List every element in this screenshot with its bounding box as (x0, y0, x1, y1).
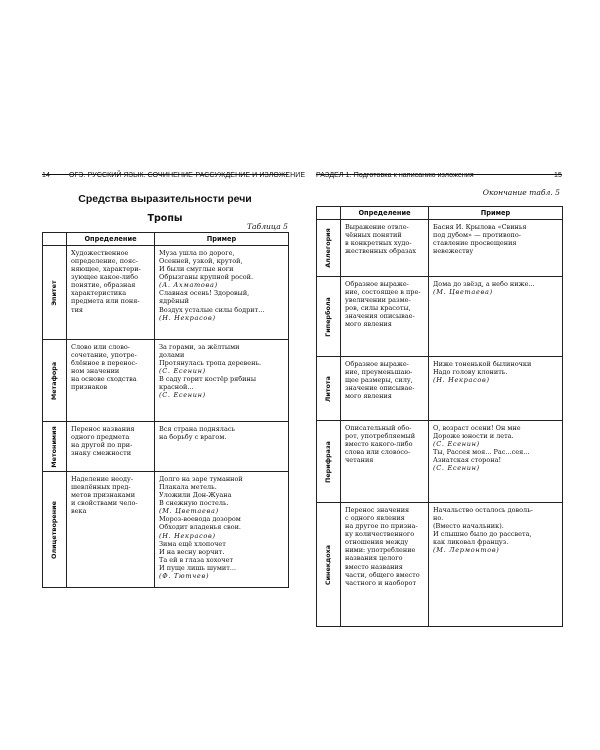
term-label: Метонимия (49, 425, 58, 468)
example-cell (429, 357, 563, 421)
example-line: И были смуглые ноги (159, 265, 234, 274)
example-line: Плакала метель. (159, 483, 217, 492)
table-row (317, 357, 563, 421)
example-cell (155, 340, 289, 422)
definition-line: предмета или поня- (71, 297, 140, 306)
definition-line: на другой по при- (71, 441, 133, 450)
definition-line: отношения между (345, 538, 409, 547)
example-line: Та ей в глаза хохочет (159, 555, 234, 564)
definition-line: значение описывае- (345, 384, 415, 393)
example-line: Обходит владенья свои. (159, 523, 241, 532)
definition-line: сочетание, употре- (71, 351, 137, 360)
example-author: (Н. Некрасов) (159, 531, 216, 540)
example-line: Вся страна поднялась (159, 425, 235, 434)
definition-line: вместо какого-либо (345, 440, 413, 449)
definition-line: знаку смежности (71, 449, 132, 458)
definition-cell (67, 472, 155, 588)
example-line: Азиатская сторона! (433, 456, 502, 465)
term-cell (317, 220, 341, 277)
example-author: (М. Цветаева) (159, 507, 219, 516)
definition-line: рот, употребляемый (345, 432, 416, 441)
example-cell (429, 220, 563, 277)
example-line: долами (159, 351, 185, 360)
example-author: (С. Есенин) (159, 391, 206, 400)
example-cell (429, 421, 563, 503)
term-label: Гипербола (323, 296, 332, 337)
definition-line: значения описывае- (345, 312, 415, 321)
example-line: Дороже юности и лета. (433, 432, 514, 441)
definition-line: и свойствами чело- (71, 499, 138, 508)
definition-line: ние, преуменьшаю- (345, 368, 413, 377)
definition-line: понятие, образная (71, 281, 136, 290)
definition-line: мого явления (345, 392, 392, 401)
tropes-table-part-2 (316, 206, 563, 627)
table-header-blank (43, 233, 67, 246)
right-running-head-title: РАЗДЕЛ 1. Подготовка к написанию изложения (316, 172, 474, 179)
example-line: под дубом» — противопо- (433, 231, 521, 240)
term-cell (43, 246, 67, 340)
example-author: (Ф. Тютчев) (159, 571, 210, 580)
right-page-number: 15 (554, 172, 562, 179)
table-row (317, 503, 563, 627)
definition-line: с одного явления (345, 514, 405, 523)
example-line: И пуще лишь шумит... (159, 563, 237, 572)
definition-line: ние, состоящее в пре- (345, 288, 421, 297)
example-cell (155, 422, 289, 472)
table-row (43, 246, 289, 340)
tropes-table-part-1 (42, 232, 289, 588)
example-line: За горами, за жёлтыми (159, 343, 240, 352)
example-line: Долго на заре туманной (159, 475, 243, 484)
definition-cell (341, 421, 429, 503)
right-running-head (316, 172, 562, 179)
example-line: Муза ушла по дороге, (159, 249, 235, 258)
table-header-blank (317, 207, 341, 220)
definition-line: Выражение отвле- (345, 223, 409, 232)
definition-line: метов признаками (71, 491, 136, 500)
example-line: Осенней, узкой, крутой, (159, 257, 243, 266)
term-cell (317, 503, 341, 627)
term-cell (317, 357, 341, 421)
term-label: Аллегория (323, 228, 332, 268)
definition-cell (67, 422, 155, 472)
example-line: Славная осень! Здоровый, (159, 289, 250, 298)
definition-line: четания (345, 456, 374, 465)
term-label: Эпитет (49, 280, 58, 306)
definition-line: жественных образах (345, 247, 417, 256)
definition-line: в конкретных худо- (345, 239, 412, 248)
term-label: Метафора (49, 361, 58, 400)
example-line: ядрёный (159, 297, 189, 306)
table-header-definition: Определение (341, 207, 429, 220)
example-line: Надо голову клонить. (433, 368, 508, 377)
example-line: Начальство осталось доволь- (433, 506, 533, 515)
table-row (317, 421, 563, 503)
left-table-caption: Таблица 5 (246, 222, 288, 231)
definition-line: Образное выраже- (345, 360, 409, 369)
definition-line: вместо названия (345, 562, 403, 571)
table-subheading: Тропы (147, 213, 183, 224)
example-line: Ниже тоненькой былиночки (433, 360, 532, 369)
table-row (317, 277, 563, 357)
definition-line: характеристика (71, 289, 127, 298)
definition-line: Слово или слово- (71, 343, 130, 352)
definition-line: Перенос значения (345, 506, 410, 515)
example-line: как ликовал француз. (433, 538, 509, 547)
example-line: В снежную постель. (159, 499, 229, 508)
definition-line: ном значении (71, 367, 120, 376)
example-cell (429, 503, 563, 627)
definition-line: мого явления (345, 320, 392, 329)
example-line: на борьбу с врагом. (159, 433, 227, 442)
definition-line: века (71, 507, 87, 516)
example-cell (429, 277, 563, 357)
example-line: но. (433, 514, 444, 523)
example-cell (155, 472, 289, 588)
example-line: Воздух усталые силы бодрит... (159, 305, 265, 314)
term-label: Литота (323, 375, 332, 402)
example-line: Уложили Дон-Жуана (159, 491, 232, 500)
definition-line: щее размеры, силу, (345, 376, 413, 385)
example-line: Протянулась тропа деревень. (159, 359, 262, 368)
term-cell (43, 472, 67, 588)
example-line: И на весну ворчит. (159, 547, 225, 556)
example-author: (М. Лермонтов) (433, 546, 500, 555)
example-line: красной... (159, 383, 194, 392)
definition-line: блённое в перенос- (71, 359, 138, 368)
definition-line: на основе сходства (71, 375, 137, 384)
definition-line: Описательный обо- (345, 424, 412, 433)
definition-line: определение, пояс- (71, 257, 138, 266)
definition-line: признаков (71, 383, 108, 392)
example-line: В саду горит костёр рябины (159, 375, 257, 384)
definition-cell (67, 340, 155, 422)
definition-line: Перенос названия (71, 425, 135, 434)
example-author: (М. Цветаева) (433, 288, 493, 297)
term-cell (43, 422, 67, 472)
example-line: Зима ещё хлопочет (159, 539, 226, 548)
example-line: ставление просвещения (433, 239, 517, 248)
example-author: (С. Есенин) (433, 464, 480, 473)
right-table-caption: Окончание табл. 5 (482, 188, 560, 197)
definition-line: слова или словосо- (345, 448, 411, 457)
example-line: Ты, Рассея моя... Рас...сея... (433, 448, 530, 457)
example-line: (Вместо начальник). (433, 522, 504, 531)
definition-cell (341, 220, 429, 277)
definition-line: шевлённых пред- (71, 483, 131, 492)
definition-cell (341, 503, 429, 627)
example-line: Мороз-воевода дозором (159, 515, 241, 524)
right-page (300, 0, 600, 750)
example-author: (С. Есенин) (433, 440, 480, 449)
definition-line: ров, силы красоты, (345, 304, 411, 313)
table-header-example: Пример (155, 233, 289, 246)
table-header-example: Пример (429, 207, 563, 220)
definition-line: на другое по призна- (345, 522, 418, 531)
example-line: Обрызганы крупной росой. (159, 273, 254, 282)
term-label: Олицетворение (49, 500, 58, 559)
definition-line: тия (71, 305, 84, 314)
example-author: (С. Есенин) (159, 367, 206, 376)
example-author: (А. Ахматова) (159, 281, 218, 290)
left-running-head (42, 172, 306, 179)
left-running-head-title: ОГЭ. РУССКИЙ ЯЗЫК. СОЧИНЕНИЕ-РАССУЖДЕНИЕ И ИЗЛОЖЕНИЕ (69, 172, 306, 179)
table-row (43, 472, 289, 588)
section-heading: Средства выразительности речи (78, 193, 252, 205)
definition-line: Наделение неоду- (71, 475, 134, 484)
definition-line: Образное выраже- (345, 280, 409, 289)
definition-cell (67, 246, 155, 340)
example-author: (Н. Некрасов) (433, 376, 490, 385)
term-label: Перифраза (323, 440, 332, 483)
term-cell (43, 340, 67, 422)
definition-line: няющее, характери- (71, 265, 141, 274)
definition-line: названия целого (345, 554, 403, 563)
example-line: невежеству (433, 247, 474, 256)
term-cell (317, 421, 341, 503)
example-line: Дома до звёзд, а небо ниже... (433, 280, 535, 289)
definition-line: частного и наоборот (345, 578, 417, 587)
example-author: (Н. Некрасов) (159, 313, 216, 322)
example-line: О, возраст осени! Он мне (433, 424, 521, 433)
table-header-definition: Определение (67, 233, 155, 246)
example-cell (155, 246, 289, 340)
definition-line: одного предмета (71, 433, 130, 442)
definition-line: ними: употребление (345, 546, 416, 555)
table-row (43, 340, 289, 422)
example-line: Басня И. Крылова «Свинья (433, 223, 527, 232)
term-label: Синекдоха (323, 544, 332, 585)
table-row (317, 220, 563, 277)
definition-line: части, общего вместо (345, 570, 420, 579)
definition-line: чённых понятий (345, 231, 402, 240)
definition-line: Художественное (71, 249, 129, 258)
definition-cell (341, 357, 429, 421)
definition-line: ку количественного (345, 530, 415, 539)
definition-line: зующее какое-либо (71, 273, 139, 282)
definition-cell (341, 277, 429, 357)
table-row (43, 422, 289, 472)
example-line: И слышно было до рассвета, (433, 530, 532, 539)
definition-line: увеличении разме- (345, 296, 411, 305)
term-cell (317, 277, 341, 357)
left-page-number: 14 (42, 172, 50, 179)
